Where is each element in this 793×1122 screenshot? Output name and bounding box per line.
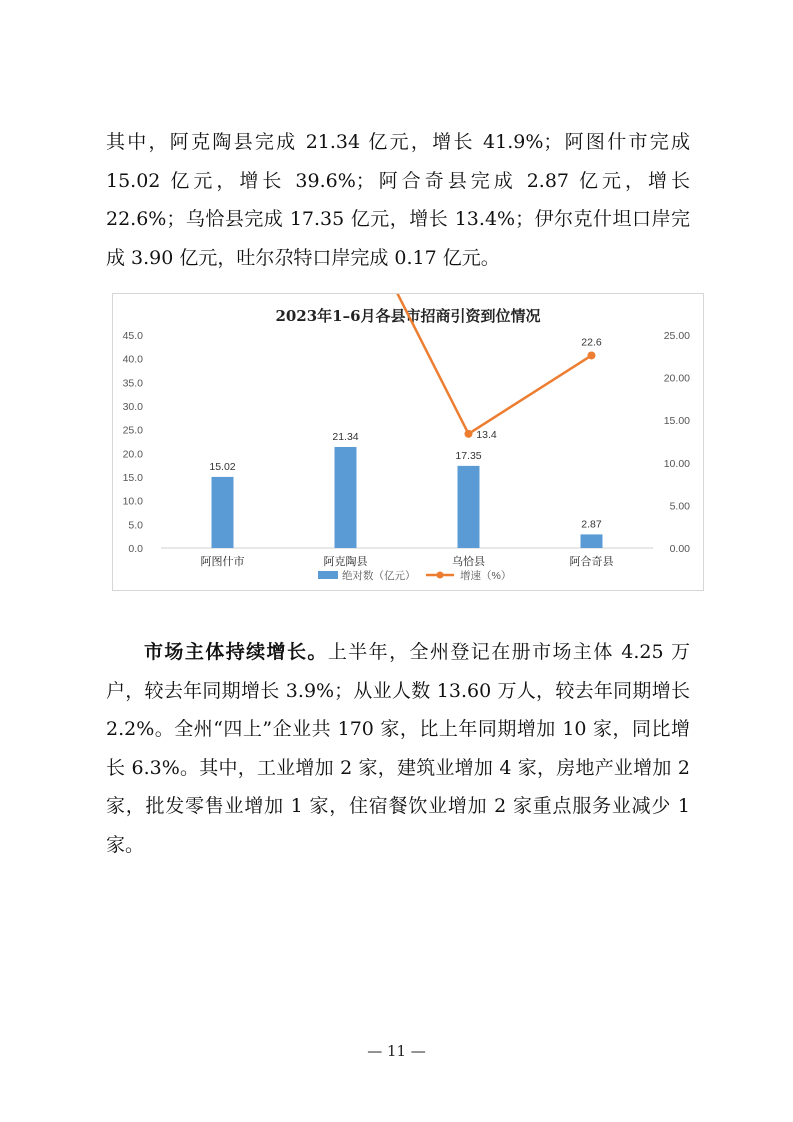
legend-line-marker [437, 572, 444, 579]
investment-chart [112, 293, 704, 591]
legend-bar-swatch [318, 571, 338, 579]
category-label: 阿克陶县 [323, 556, 368, 568]
right-axis-tick: 15.00 [663, 415, 690, 428]
left-axis-tick: 25.0 [122, 424, 143, 437]
page-number: — 11 — [367, 1042, 426, 1060]
legend-bar-label: 绝对数（亿元） [342, 570, 416, 582]
right-axis-tick: 5.00 [669, 500, 690, 513]
legend-line-label: 增速（%） [460, 570, 512, 582]
bar [212, 477, 234, 548]
bar-data-label: 17.35 [455, 449, 482, 462]
bar [335, 447, 357, 548]
left-axis-tick: 30.0 [122, 401, 143, 413]
growth-data-label: 22.6 [581, 336, 602, 349]
paragraph-market-entities [106, 633, 690, 864]
bar [458, 466, 480, 548]
category-label: 乌恰县 [452, 556, 485, 568]
left-axis-tick: 45.0 [122, 330, 143, 342]
right-axis-tick: 25.00 [663, 330, 690, 342]
growth-data-label: 13.4 [476, 428, 497, 441]
left-axis-tick: 20.0 [122, 448, 143, 461]
left-axis-tick: 5.0 [128, 519, 143, 532]
category-label: 阿合奇县 [569, 556, 614, 568]
right-axis-tick: 10.00 [663, 457, 690, 470]
left-axis-tick: 15.0 [122, 472, 143, 484]
left-axis-tick: 35.0 [122, 377, 143, 390]
chart-title: 2023年1–6月各县市招商引资到位情况 [275, 307, 541, 325]
category-label: 阿图什市 [200, 556, 245, 568]
right-axis-tick: 20.00 [663, 372, 690, 385]
left-axis-tick: 40.0 [122, 353, 143, 366]
bar-data-label: 15.02 [209, 460, 236, 473]
paragraph-investment-details: 其中，阿克陶县完成 21.34 亿元，增长 41.9%；阿图什市完成 15.02 亿元，增长 39.6%；阿合奇县完成 2.87 亿元，增长 22.6%；乌恰县完成 17.35 亿元，增长 13.4%；伊尔克什坦口岸完成 3.90 亿元，吐尔尕特口岸完成 0.17 亿元。 [106, 131, 690, 269]
bar-data-label: 2.87 [581, 518, 602, 531]
left-axis-tick: 0.0 [128, 543, 143, 555]
paragraph-body: 上半年，全州登记在册市场主体 4.25 万户，较去年同期增长 3.9%；从业人数 13.60 万人，较去年同期增长 2.2%。全州“四上”企业共 170 家，比上年同期增加 10 家，同比增长 6.3%。其中，工业增加 2 家，建筑业增加 4 家，房地产业增加 2 家，批发零售业增加 1 家，住宿餐饮业增加 2 家重点服务业减少 1 家。 [106, 641, 690, 856]
growth-point [588, 351, 596, 359]
bar-data-label: 21.34 [332, 430, 359, 443]
paragraph-lead-heading: 市场主体持续增长。 [144, 641, 328, 663]
chart-svg [113, 294, 703, 590]
right-axis-tick: 0.00 [669, 543, 690, 555]
growth-point [465, 430, 473, 438]
left-axis-tick: 10.0 [122, 495, 143, 508]
bar [581, 534, 603, 548]
